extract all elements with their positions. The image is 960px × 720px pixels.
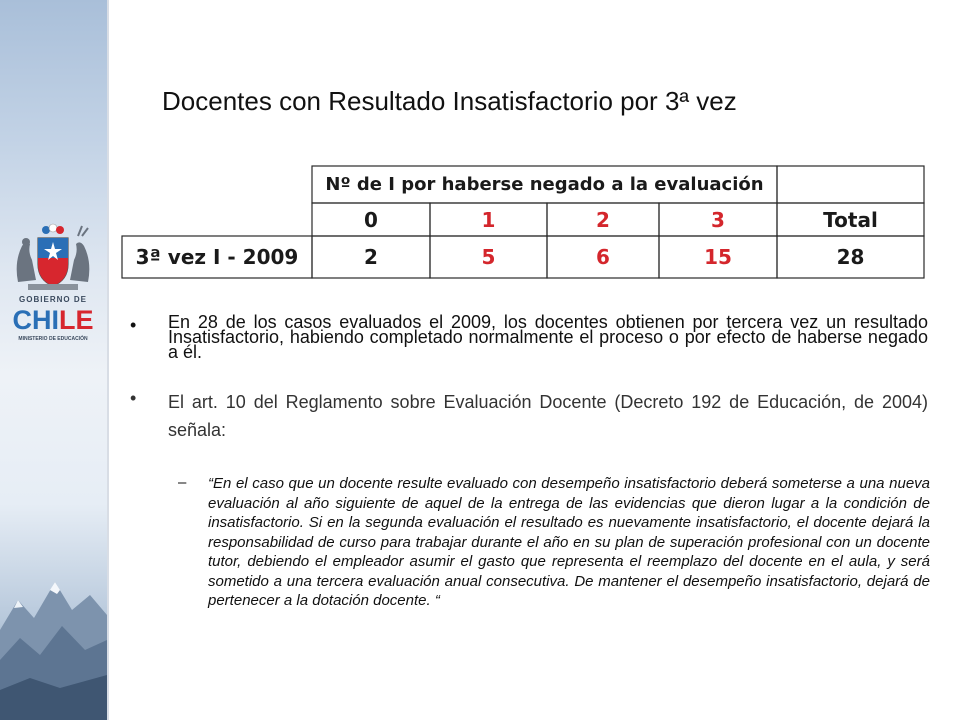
table-cell: 6 [596,245,610,269]
slide-title: Docentes con Resultado Insatisfactorio por 3ª vez [162,86,737,116]
table-cell: 5 [481,245,496,269]
coat-of-arms-icon [8,222,98,294]
header-blank-cell [777,166,924,203]
quote-text: “En el caso que un docente resulte evaluado con desempeño insatisfactorio deberá someterse a una nueva evaluación al año siguiente de aquel de la entrega de las evidencias que dieron lugar a la condición de insatisfactorio. Si en la segunda evaluación el resultado es nuevamente insatisfactorio, el docente dejará la responsabilidad de curso para trabajar durante el año en su plan de superación profesional con un docente tutor, debiendo el empleador asumir el gasto que representa el reemplazo del docente en el aula, y será sometido a una tercera evaluación anual consecutiva. De mantener el desempeño insatisfactorio, dejará de pertenecer a la dotación docente. “ [208,475,930,609]
table-header-group: Nº de I por haberse negado a la evaluación [325,174,764,195]
bullet-text: El art. 10 del Reglamento sobre Evaluación Docente (Decreto 192 de Educación, de 2004) señala: [168,392,928,440]
bullet-text: En 28 de los casos evaluados el 2009, los docentes obtienen por tercera vez un resultado Insatisfactorio, habiendo completado normalmente el proceso o por efecto de haberse negado a él. [168,312,928,362]
table-cell: 28 [836,245,865,269]
table-cell: 2 [364,245,378,269]
logo-ministerio-text: MINISTERIO DE EDUCACIÓN [18,336,88,342]
strip-divider [107,0,109,720]
table-cell: 15 [704,245,732,269]
table-column-header: 0 [364,207,378,232]
logo-gobierno-text: GOBIERNO DE [19,295,87,304]
table-column-header: 3 [711,207,725,232]
mountain-image [0,560,107,720]
background-mountain-strip [0,0,107,720]
table-column-header: Total [823,207,878,232]
table-column-header: 2 [596,207,610,232]
bullet-dot: • [130,388,137,408]
gobierno-de-chile-logo [8,222,98,347]
logo-chile-text: CHILE [12,305,94,335]
bullet-dot: • [130,315,137,335]
quote-dash: – [178,474,187,491]
results-table [120,163,930,283]
table-row-label: 3ª vez I - 2009 [135,245,299,269]
table-column-header: 1 [481,207,496,232]
